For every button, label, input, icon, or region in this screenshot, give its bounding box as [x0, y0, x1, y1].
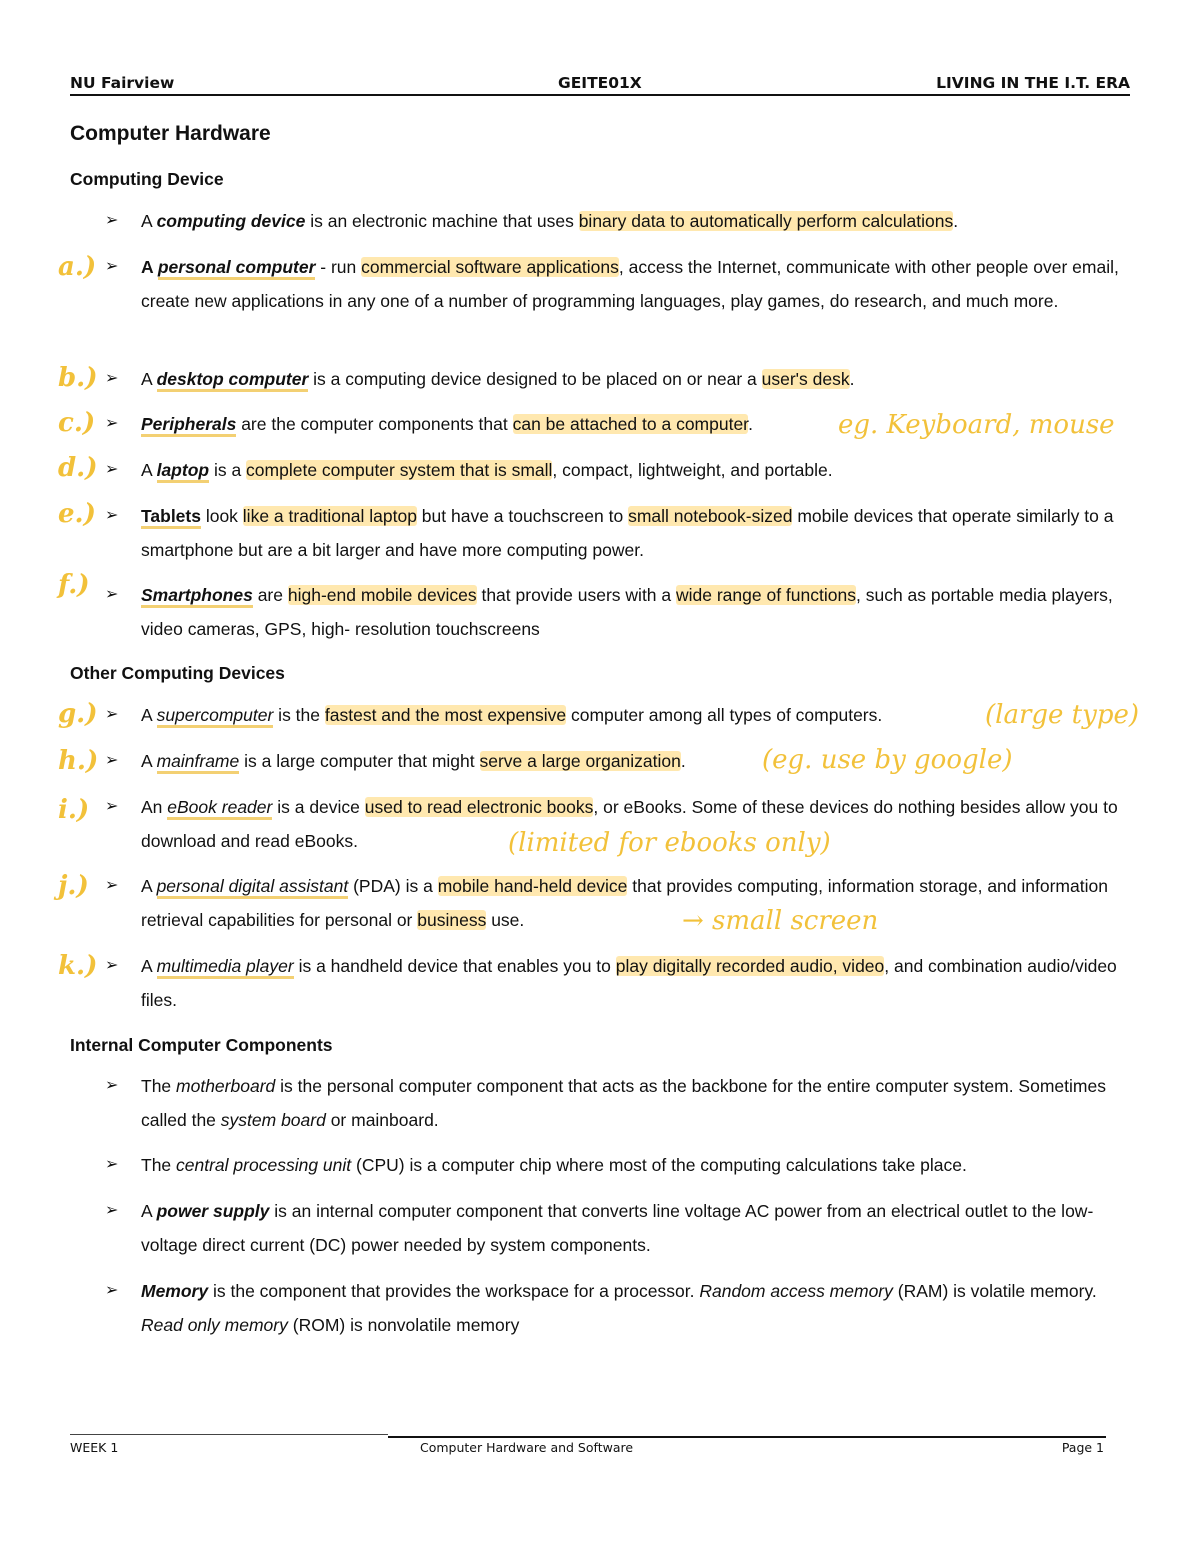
header-center: GEITE01X — [558, 74, 642, 92]
footer-divider-left — [70, 1434, 388, 1435]
handwritten-note-peripherals: eg. Keyboard, mouse — [838, 410, 1115, 440]
item-text: Peripherals are the computer components that can be attached to a computer. — [141, 407, 1131, 441]
section-heading-other-devices: Other Computing Devices — [70, 663, 285, 683]
item-text: A power supply is an internal computer component that converts line voltage AC power from an electrical outlet to the low-voltage direct current (DC) power needed by system components. — [141, 1201, 1094, 1255]
handwritten-letter-b: b.) — [58, 363, 98, 393]
arrow-bullet-icon: ➢ — [105, 507, 119, 524]
handwritten-letter-k: k.) — [58, 951, 98, 981]
handwritten-letter-d: d.) — [58, 453, 98, 483]
arrow-bullet-icon: ➢ — [105, 1282, 119, 1299]
item-text: A computing device is an electronic machine that uses binary data to automatically perform calculations. — [141, 211, 959, 231]
arrow-bullet-icon: ➢ — [105, 586, 119, 603]
handwritten-note-ebook: (limited for ebooks only) — [508, 828, 831, 858]
arrow-bullet-icon: ➢ — [105, 212, 119, 229]
arrow-bullet-icon: ➢ — [105, 258, 119, 275]
handwritten-note-mainframe: (eg. use by google) — [762, 745, 1013, 775]
item-text: A personal computer - run commercial software applications, access the Internet, communicate with other people over email, create new applications in any one of a number of programming languages, play games, do research, and much more. — [141, 257, 1119, 311]
arrow-bullet-icon: ➢ — [105, 370, 119, 387]
arrow-bullet-icon: ➢ — [105, 877, 119, 894]
handwritten-letter-j: j.) — [58, 871, 89, 901]
page-header — [70, 74, 1130, 96]
item-text: A mainframe is a large computer that might serve a large organization. — [141, 744, 1131, 778]
arrow-bullet-icon: ➢ — [105, 1156, 119, 1173]
arrow-bullet-icon: ➢ — [105, 461, 119, 478]
item-text: A multimedia player is a handheld device that enables you to play digitally recorded audio, video, and combination audio/video files. — [141, 956, 1117, 1010]
handwritten-letter-h: h.) — [58, 746, 99, 776]
arrow-bullet-icon: ➢ — [105, 706, 119, 723]
handwritten-letter-f: f.) — [58, 570, 90, 600]
arrow-bullet-icon: ➢ — [105, 798, 119, 815]
item-text: The motherboard is the personal computer component that acts as the backbone for the entire computer system. Sometimes called the system board or mainboard. — [141, 1076, 1106, 1130]
item-text: An eBook reader is a device used to read electronic books, or eBooks. Some of these devices do nothing besides allow you to download and read eBooks. — [141, 797, 1118, 851]
item-text: A supercomputer is the fastest and the most expensive computer among all types of computers. — [141, 698, 1131, 732]
handwritten-letter-c: c.) — [58, 408, 96, 438]
item-text: A laptop is a complete computer system that is small, compact, lightweight, and portable. — [141, 453, 1131, 487]
handwritten-note-supercomputer: (large type) — [985, 700, 1139, 730]
page-title: Computer Hardware — [70, 122, 271, 145]
item-text: Smartphones are high-end mobile devices that provide users with a wide range of functions, such as portable media players, video cameras, GPS, high- resolution touchscreens — [141, 585, 1113, 639]
arrow-bullet-icon: ➢ — [105, 1202, 119, 1219]
arrow-bullet-icon: ➢ — [105, 957, 119, 974]
arrow-bullet-icon: ➢ — [105, 1077, 119, 1094]
header-left: NU Fairview — [70, 74, 175, 92]
handwritten-note-pda: → small screen — [682, 906, 879, 936]
footer-divider-right — [388, 1436, 1106, 1438]
item-text: A desktop computer is a computing device designed to be placed on or near a user's desk. — [141, 362, 1131, 396]
item-text: Tablets look like a traditional laptop but have a touchscreen to small notebook-sized mobile devices that operate similarly to a smartphone but are a bit larger and have more computing power. — [141, 506, 1114, 560]
item-text: A personal digital assistant (PDA) is a mobile hand-held device that provides computing, information storage, and information retrieval capabilities for personal or business use. — [141, 876, 1108, 930]
header-right: LIVING IN THE I.T. ERA — [936, 74, 1130, 92]
item-text: Memory is the component that provides the workspace for a processor. Random access memory (RAM) is volatile memory. Read only memory (ROM) is nonvolatile memory — [141, 1281, 1097, 1335]
handwritten-letter-g: g.) — [58, 699, 98, 729]
footer-page-number: Page 1 — [1061, 1440, 1104, 1455]
arrow-bullet-icon: ➢ — [105, 752, 119, 769]
footer-center: Computer Hardware and Software — [420, 1440, 634, 1455]
section-heading-internal-components: Internal Computer Components — [70, 1035, 333, 1055]
handwritten-letter-e: e.) — [58, 499, 96, 529]
section-heading-computing-device: Computing Device — [70, 169, 224, 189]
handwritten-letter-i: i.) — [58, 795, 90, 825]
footer-left: WEEK 1 — [70, 1440, 119, 1455]
arrow-bullet-icon: ➢ — [105, 415, 119, 432]
handwritten-letter-a: a.) — [58, 252, 97, 282]
item-text: The central processing unit (CPU) is a computer chip where most of the computing calculations take place. — [141, 1155, 967, 1175]
